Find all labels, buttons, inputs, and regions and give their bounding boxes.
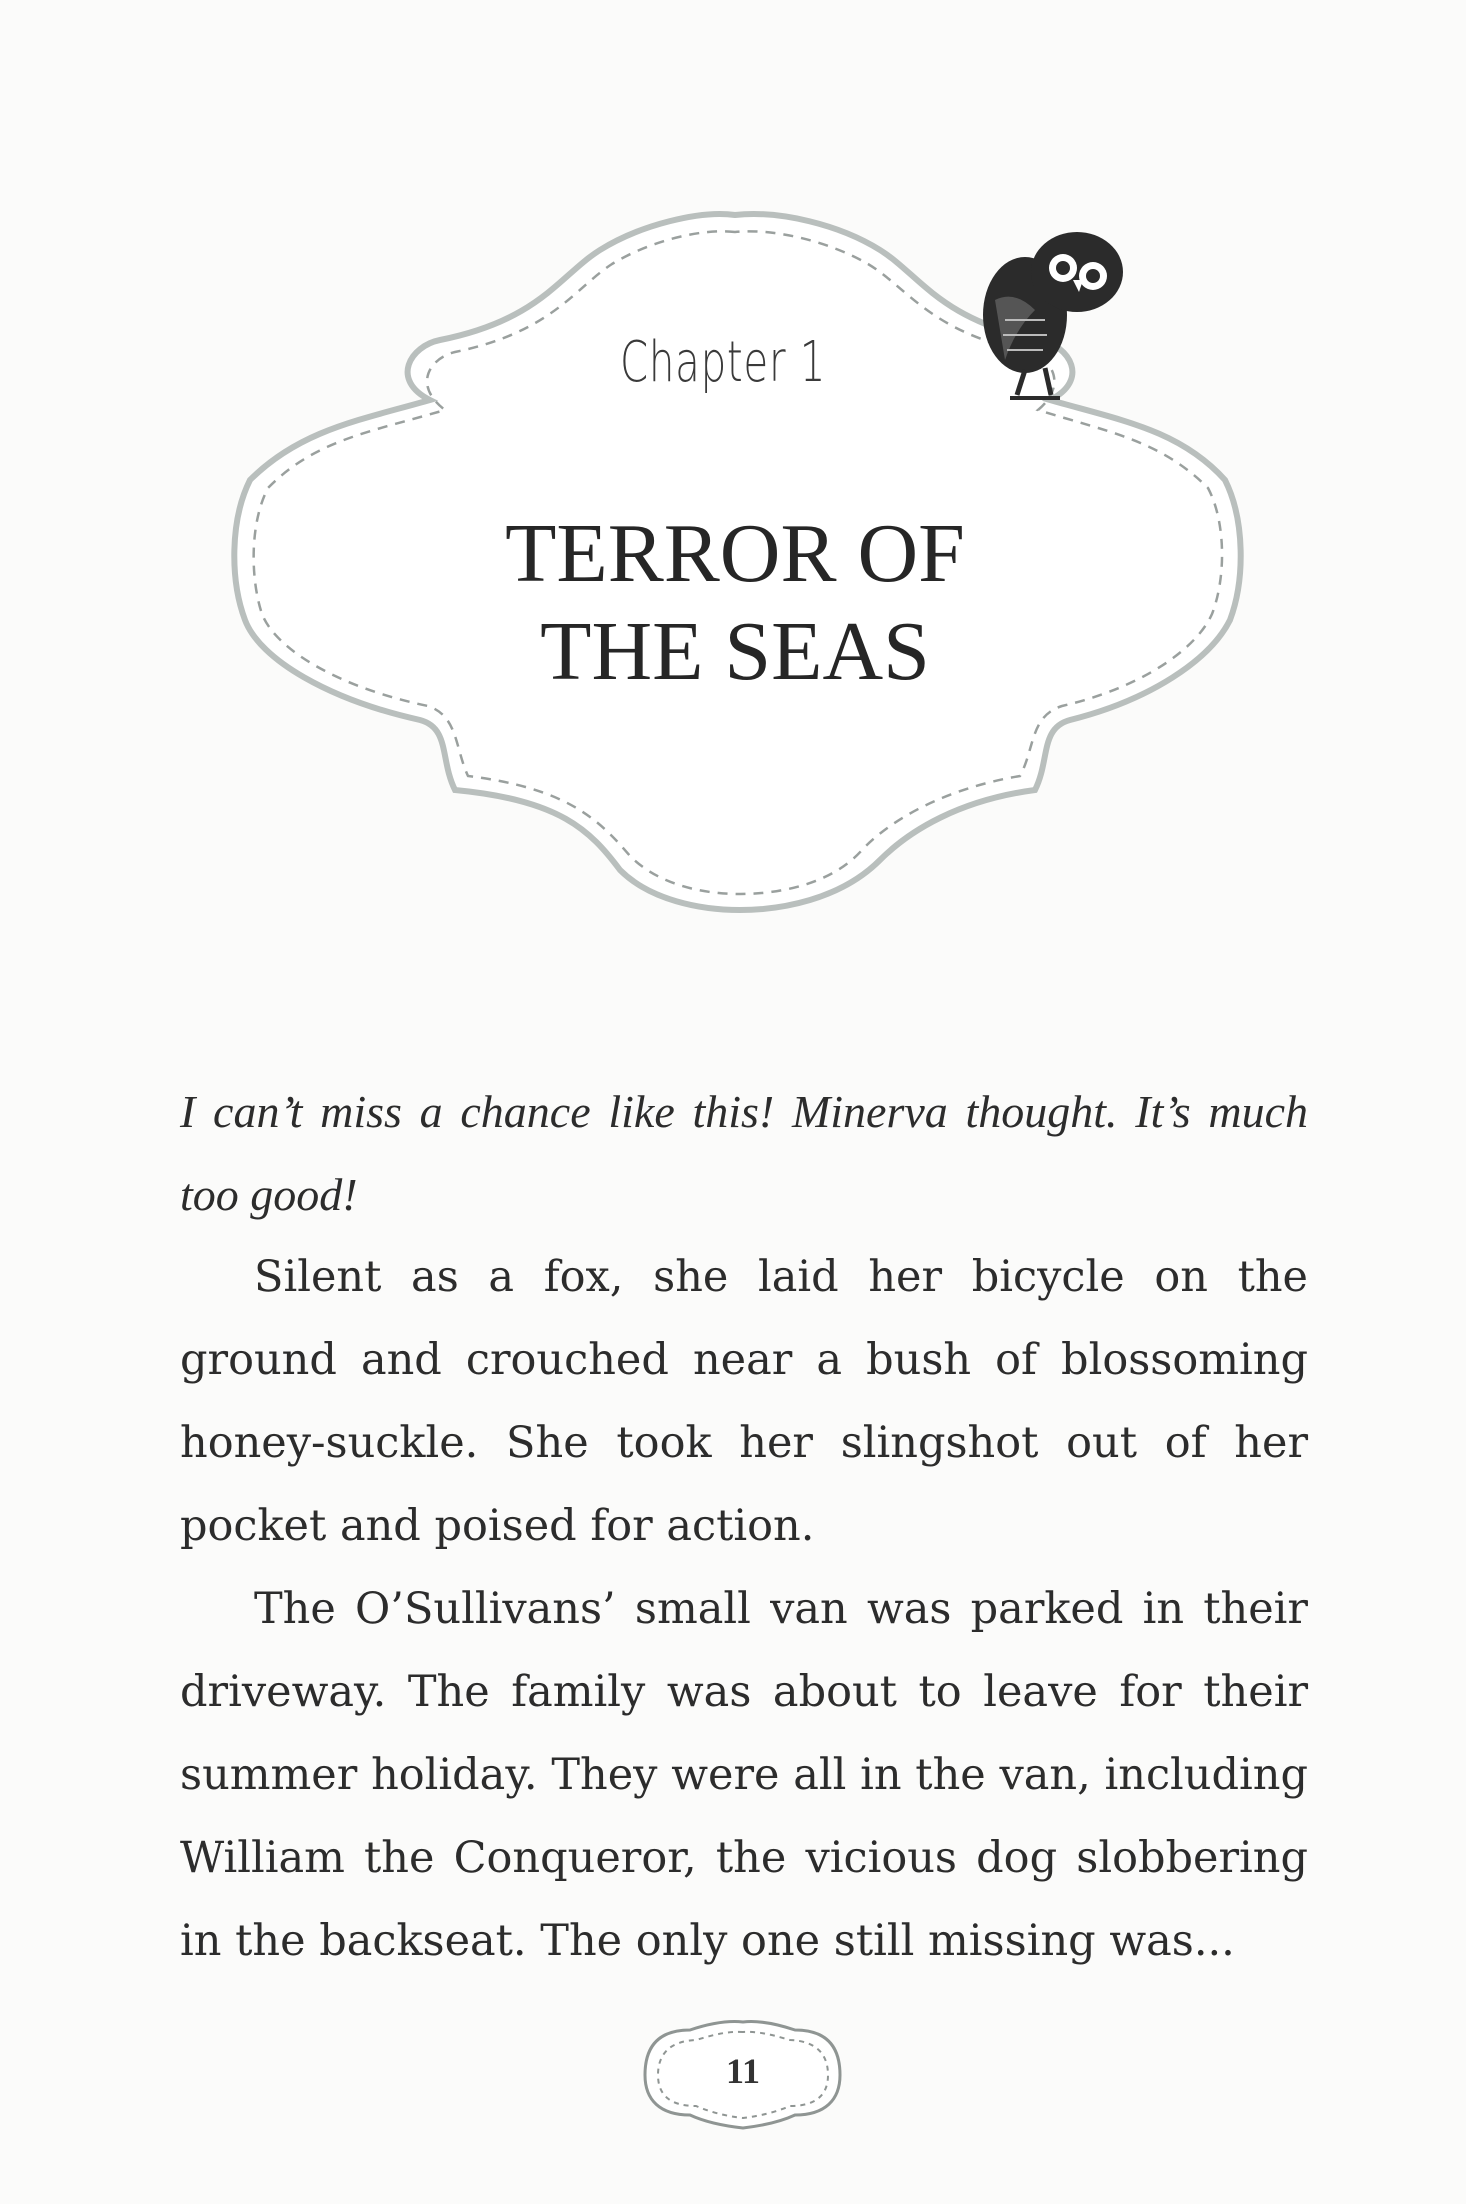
- chapter-label: Chapter 1: [620, 330, 827, 395]
- chapter-title-line-1: TERROR OF: [505, 507, 965, 600]
- paragraph-2: Silent as a fox, she laid her bicycle on the ground and crouched near a bush of blossoming honey-suckle. She took her slingshot out of her pocket and poised for action.: [180, 1252, 1308, 1551]
- paragraph-1: I can’t miss a chance like this! Minerva thought. It’s much too good!: [180, 1086, 1308, 1220]
- chapter-title: [400, 505, 1070, 701]
- page-number: 11: [725, 2051, 760, 2091]
- paragraph-3: The O’Sullivans’ small van was parked in their driveway. The family was about to leave for their summer holiday. They were all in the van, including William the Conqueror, the vicious dog slobbering in the backseat. The only one still missing was...: [180, 1584, 1308, 1966]
- body-text: [180, 1070, 1308, 1983]
- chapter-title-line-2: THE SEAS: [540, 605, 930, 698]
